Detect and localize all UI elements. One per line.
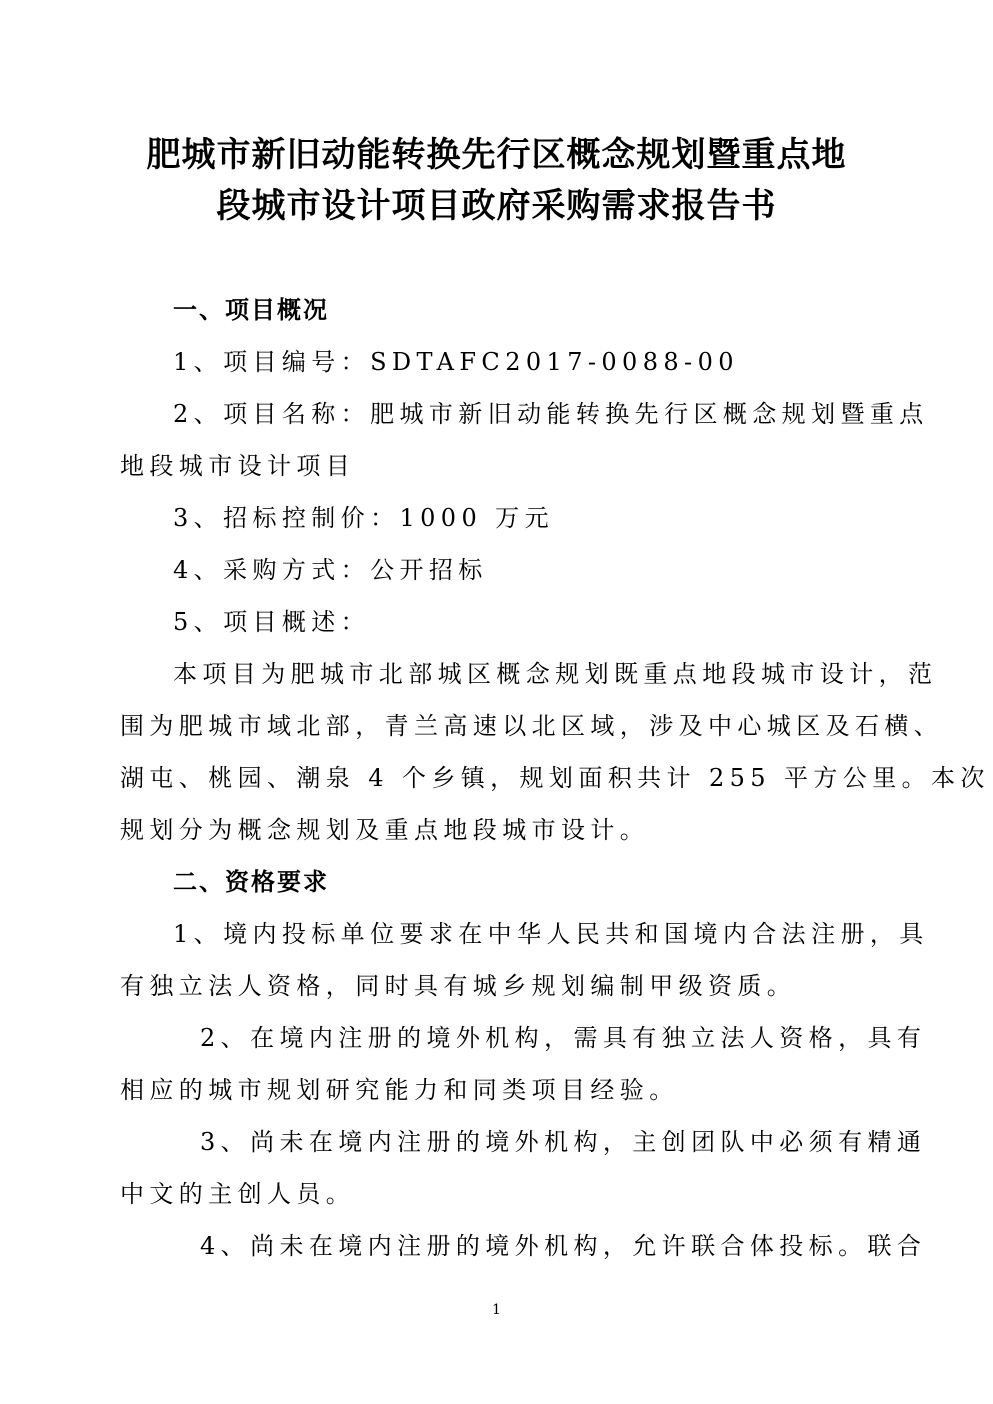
summary-paragraph-line-2: 围为肥城市域北部，青兰高速以北区域，涉及中心城区及石横、 — [120, 712, 944, 740]
section-heading-qualification: 二、资格要求 — [173, 868, 329, 896]
summary-paragraph-line-3: 湖屯、桃园、潮泉 4 个乡镇，规划面积共计 255 平方公里。本次 — [120, 764, 990, 792]
item-project-summary-label: 5、项目概述： — [173, 608, 371, 636]
section-heading-overview: 一、项目概况 — [173, 296, 329, 324]
qualification-3-line-2: 中文的主创人员。 — [120, 1180, 356, 1208]
qualification-2-line-1: 2、在境内注册的境外机构，需具有独立法人资格，具有 — [200, 1024, 927, 1052]
document-title-line-2: 段城市设计项目政府采购需求报告书 — [216, 186, 777, 226]
item-project-name: 2、项目名称：肥城市新旧动能转换先行区概念规划暨重点 — [173, 400, 929, 428]
qualification-4-line-1: 4、尚未在境内注册的境外机构，允许联合体投标。联合 — [200, 1232, 927, 1260]
qualification-3-line-1: 3、尚未在境内注册的境外机构，主创团队中必须有精通 — [200, 1128, 927, 1156]
qualification-1-line-1: 1、境内投标单位要求在中华人民共和国境内合法注册，具 — [173, 920, 929, 948]
item-project-number: 1、项目编号：SDTAFC2017-0088-00 — [173, 348, 739, 376]
document-title-line-1: 肥城市新旧动能转换先行区概念规划暨重点地 — [146, 135, 847, 175]
qualification-1-line-2: 有独立法人资格，同时具有城乡规划编制甲级资质。 — [120, 972, 797, 1000]
page-number: 1 — [492, 1302, 501, 1318]
item-project-name-cont: 地段城市设计项目 — [120, 452, 356, 480]
item-control-price: 3、招标控制价：1000 万元 — [173, 504, 554, 532]
qualification-2-line-2: 相应的城市规划研究能力和同类项目经验。 — [120, 1076, 679, 1104]
summary-paragraph-line-4: 规划分为概念规划及重点地段城市设计。 — [120, 816, 650, 844]
summary-paragraph-line-1: 本项目为肥城市北部城区概念规划既重点地段城市设计，范 — [173, 660, 938, 688]
item-procurement-method: 4、采购方式：公开招标 — [173, 556, 488, 584]
